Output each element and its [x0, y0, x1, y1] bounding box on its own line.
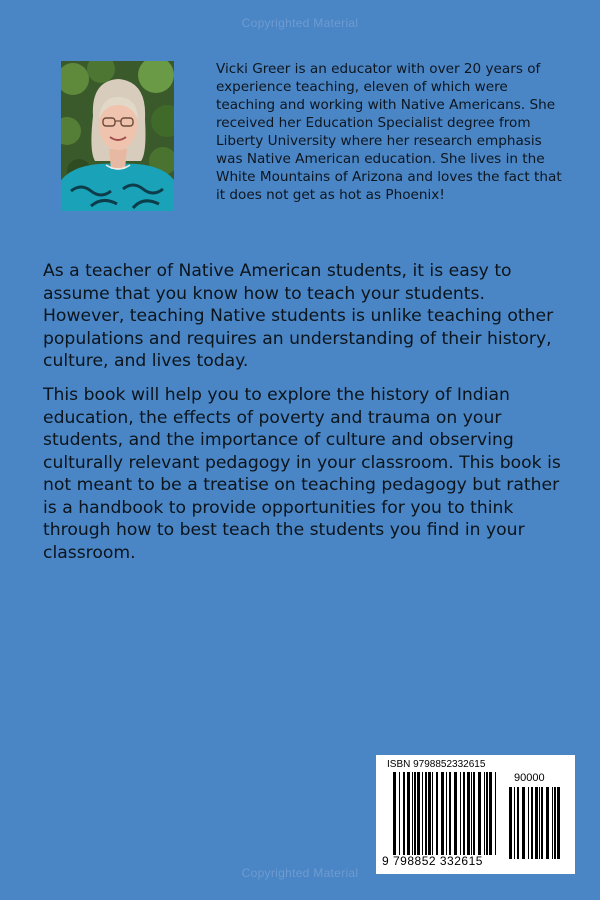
- price-code: 90000: [514, 772, 545, 784]
- author-bio: Vicki Greer is an educator with over 20 years of experience teaching, eleven of which were teaching and working with Native Americans. She received her Education Specialist degree from Liberty University where her research emphasis was Native American education. She lives in the White Mountains of Arizona and loves the fact that it does not get as hot as Phoenix!: [216, 61, 562, 203]
- author-photo: [61, 61, 174, 211]
- isbn-label: ISBN 9798852332615: [387, 759, 486, 770]
- isbn-barcode: [376, 755, 575, 874]
- watermark-bottom: Copyrighted Material: [241, 866, 359, 880]
- watermark-top: Copyrighted Material: [241, 16, 359, 30]
- isbn-digits: 9 798852 332615: [382, 854, 483, 868]
- blurb-paragraph-2: This book will help you to explore the history of Indian education, the effects of poverty and trauma on your students, and the importance of culture and observing culturally relevant pedagogy in your classroom. This book is not meant to be a treatise on teaching pedagogy but rather is a handbook to provide opportunities for you to think through how to best teach the students you find in your classroom.: [43, 385, 561, 563]
- blurb-paragraph-1: As a teacher of Native American students, it is easy to assume that you know how to teach your students. However, teaching Native students is unlike teaching other populations and requires an understanding of their history, culture, and lives today.: [43, 261, 554, 371]
